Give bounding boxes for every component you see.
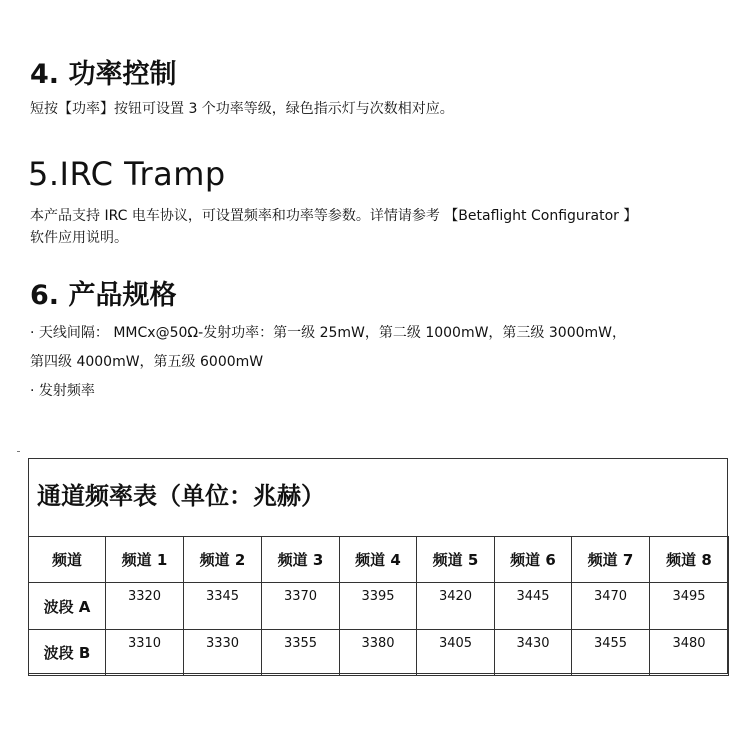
frequency-cell: 3470 xyxy=(572,583,650,630)
frequency-cell: 3420 xyxy=(417,583,495,630)
channel-header: 频道 6 xyxy=(495,537,572,583)
table-row-band-b xyxy=(29,630,729,676)
channel-frequency-table-box xyxy=(28,458,728,674)
spec-line-2: 第四级 4000mW，第五级 6000mW xyxy=(30,354,264,370)
table-corner-cell: 频道 xyxy=(29,537,106,583)
frequency-cell: 3310 xyxy=(106,630,184,676)
frequency-cell: 3495 xyxy=(650,583,729,630)
decorative-dot xyxy=(17,451,20,452)
table-row-band-a xyxy=(29,583,729,630)
frequency-cell: 3355 xyxy=(262,630,340,676)
frequency-cell: 3380 xyxy=(340,630,417,676)
frequency-cell: 3320 xyxy=(106,583,184,630)
frequency-cell: 3455 xyxy=(572,630,650,676)
frequency-cell: 3330 xyxy=(184,630,262,676)
spec-line-1: · 天线间隔： MMCx@50Ω-发射功率：第一级 25mW，第二级 1000mW，第三级 3000mW， xyxy=(30,325,626,341)
channel-frequency-table xyxy=(28,536,729,676)
channel-header: 频道 3 xyxy=(262,537,340,583)
channel-header: 频道 2 xyxy=(184,537,262,583)
channel-header: 频道 7 xyxy=(572,537,650,583)
channel-header: 频道 8 xyxy=(650,537,729,583)
section-5-title: 5.IRC Tramp xyxy=(28,155,226,193)
frequency-cell: 3445 xyxy=(495,583,572,630)
section-6-title: 6. 产品规格 xyxy=(30,280,177,311)
frequency-cell: 3345 xyxy=(184,583,262,630)
channel-header: 频道 1 xyxy=(106,537,184,583)
section-5-text-line2: 软件应用说明。 xyxy=(30,230,128,246)
table-title: 通道频率表（单位：兆赫） xyxy=(37,482,325,510)
band-label: 波段 B xyxy=(29,630,106,676)
frequency-cell: 3430 xyxy=(495,630,572,676)
frequency-cell: 3370 xyxy=(262,583,340,630)
spec-line-3: · 发射频率 xyxy=(30,383,95,399)
frequency-cell: 3405 xyxy=(417,630,495,676)
frequency-cell: 3480 xyxy=(650,630,729,676)
section-4-text: 短按【功率】按钮可设置 3 个功率等级，绿色指示灯与次数相对应。 xyxy=(30,101,454,117)
channel-header: 频道 5 xyxy=(417,537,495,583)
channel-header: 频道 4 xyxy=(340,537,417,583)
table-header-row xyxy=(29,537,729,583)
frequency-cell: 3395 xyxy=(340,583,417,630)
band-label: 波段 A xyxy=(29,583,106,630)
section-5-text-line1: 本产品支持 IRC 电车协议，可设置频率和功率等参数。详情请参考 【Betaflight Configurator 】 xyxy=(30,208,638,224)
section-4-title: 4. 功率控制 xyxy=(30,59,177,90)
